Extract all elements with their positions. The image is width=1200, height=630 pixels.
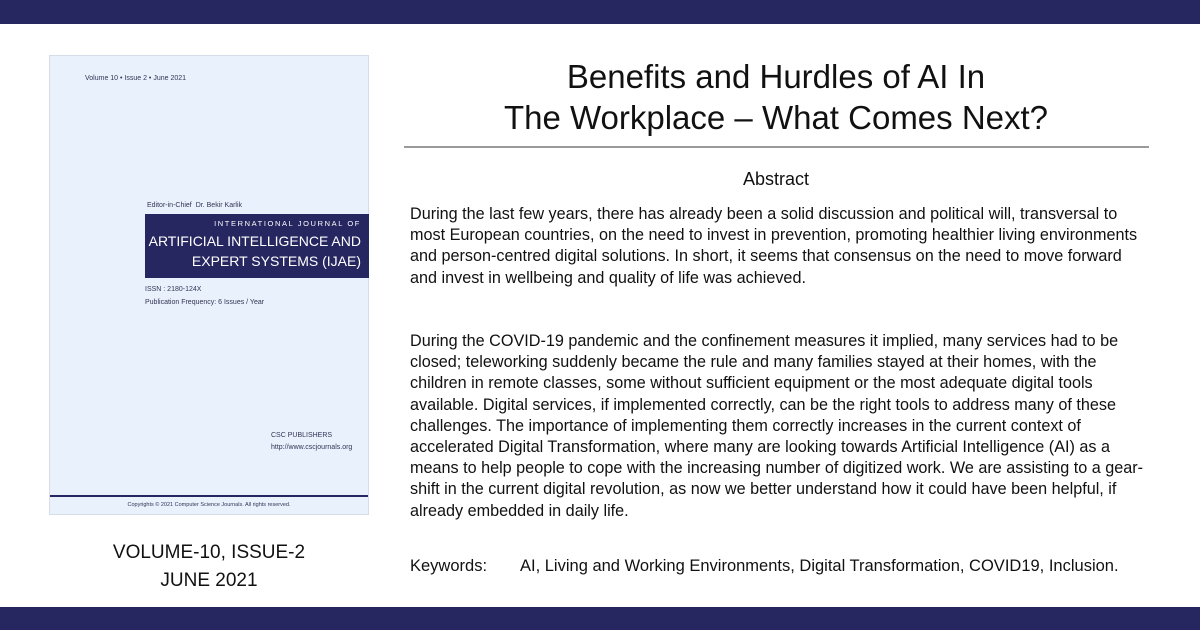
cover-frequency: Publication Frequency: 6 Issues / Year xyxy=(145,299,265,306)
article-title xyxy=(403,56,1149,138)
abstract-paragraph-1: During the last few years, there has already been a solid discussion and political will, transversal to most European countries, on the need to invest in prevention, promoting healthier living environments and person-centred digital solutions. In short, it seems that consensus on the need to move forward and invest in wellbeing and quality of life was achieved. xyxy=(410,205,1138,287)
cover-divider xyxy=(50,495,368,497)
cover-editor-label: Editor-in-Chief xyxy=(147,202,192,209)
cover-journal-title-line1: ARTIFICIAL INTELLIGENCE AND xyxy=(148,233,361,249)
cover-editor-line xyxy=(147,202,242,209)
bottom-band xyxy=(0,607,1200,630)
keywords-label: Keywords: xyxy=(410,557,488,575)
cover-publisher: CSC PUBLISHERS xyxy=(271,432,333,439)
keywords-list: AI, Living and Working Environments, Digital Transformation, COVID19, Inclusion. xyxy=(520,557,1119,575)
journal-cover xyxy=(49,55,369,515)
volume-issue-label: VOLUME-10, ISSUE-2 xyxy=(112,542,306,563)
article-title-line2: The Workplace – What Comes Next? xyxy=(503,99,1049,136)
cover-issue-line: Volume 10 • Issue 2 • June 2021 xyxy=(85,75,187,82)
cover-journal-prefix: INTERNATIONAL JOURNAL OF xyxy=(214,219,361,228)
cover-url: http://www.cscjournals.org xyxy=(271,444,353,451)
top-band xyxy=(0,0,1200,24)
title-divider xyxy=(404,146,1149,148)
cover-copyright: Copyrights © 2021 Computer Science Journals. All rights reserved. xyxy=(127,502,291,508)
abstract-paragraph-2: During the COVID-19 pandemic and the confinement measures it implied, many services had to be closed; teleworking suddenly became the rule and many families stayed at their homes, with the children in remote classes, some without sufficient equipment or the most adequate digital tools available. Digital services, if implemented correctly, can be the right tools to address many of these challenges. The importance of implementing them correctly increases in the current context of accelerated Digital Transformation, where many are looking towards Artificial Intelligence (AI) as a means to help people to cope with the increasing number of digitized work. We are assisting to a gear-shift in the current digital revolution, as now we better understand how it could have been helpful, if already embedded in daily life. xyxy=(410,332,1144,520)
cover-issn: ISSN : 2180-124X xyxy=(145,286,202,293)
cover-title-band xyxy=(145,214,369,278)
cover-editor-name: Dr. Bekir Karlik xyxy=(195,202,243,209)
publication-date-label: JUNE 2021 xyxy=(160,570,258,591)
cover-journal-title-line2: EXPERT SYSTEMS (IJAE) xyxy=(191,253,361,269)
article-title-line1: Benefits and Hurdles of AI In xyxy=(566,58,986,95)
abstract-heading: Abstract xyxy=(742,169,810,189)
